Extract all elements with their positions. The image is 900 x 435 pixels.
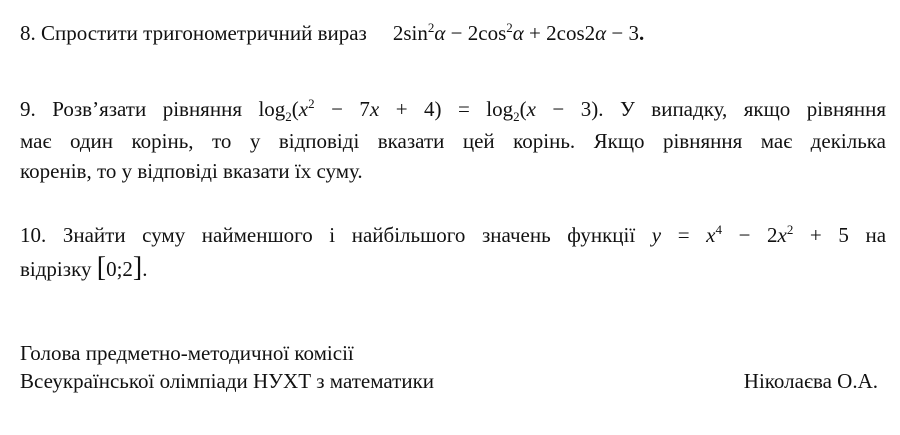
task-8-formula: $2\sin^2\alpha - 2\cos^2\alpha + 2\cos 2\alpha - 3$. (392, 20, 645, 45)
signature-name: Ніколаєва О.А. (743, 369, 878, 393)
task-10-line-1 (20, 222, 886, 248)
task-10-text: 10. Знайти суму найменшого і найбільшого значень функції (20, 223, 636, 247)
task-9-text: 9. Розв’язати рівняння (20, 97, 242, 121)
task-9-line-1 (20, 96, 886, 122)
task-9-line-2: має один корінь, то у відповіді вказати цей корінь. Якщо рівняння має декілька (20, 129, 886, 153)
task-9-rest: У випадку, якщо рівняння (619, 97, 886, 121)
task-9-formula: $\log_2(x^2 - 7x + 4) = \log_2(x - 3)$. (258, 96, 604, 124)
task-8 (20, 20, 644, 46)
task-10-line-2 (20, 252, 148, 283)
task-10-tail: на (865, 223, 887, 247)
signature-title-line-2: Всеукраїнської олімпіади НУХТ з математики (20, 369, 435, 393)
task-9-line-3: коренів, то у відповіді вказати їх суму. (20, 159, 363, 183)
task-8-text: 8. Спростити тригонометричний вираз (20, 21, 367, 45)
task-10-formula: $y = x^4 - 2x^2 + 5$ (651, 222, 849, 247)
signature-title-line-1: Голова предметно-методичної комісії (20, 341, 354, 365)
task-10-line2-text: відрізку (20, 257, 92, 281)
task-10-interval: [0;2]. (96, 252, 148, 283)
